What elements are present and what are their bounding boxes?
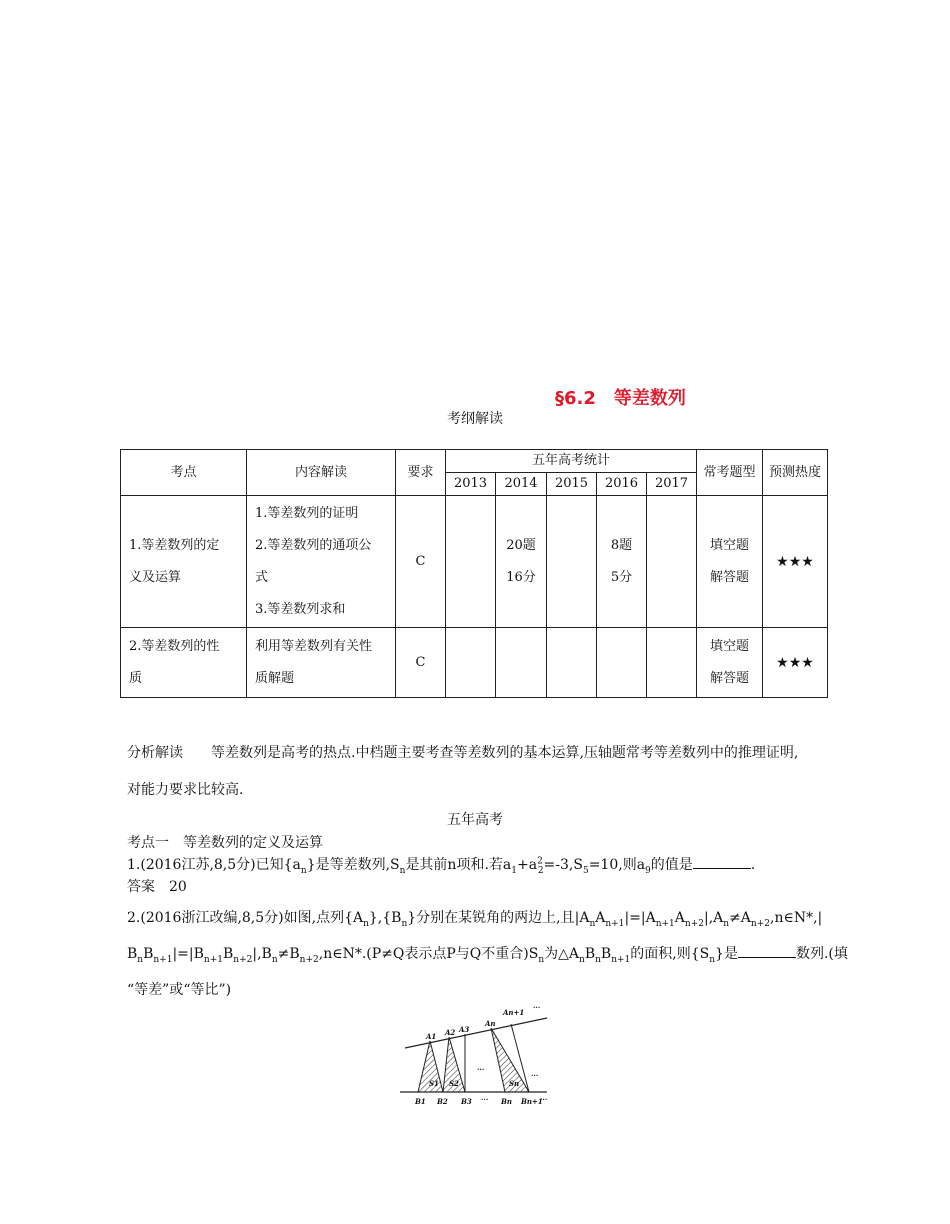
row1-point: 1.等差数列的定 义及运算 bbox=[121, 496, 247, 628]
header-types: 常考题型 bbox=[697, 450, 763, 496]
header-content: 内容解读 bbox=[247, 450, 396, 496]
row1-2017 bbox=[647, 496, 697, 628]
label-s2: S2 bbox=[449, 1079, 459, 1088]
row1-content: 1.等差数列的证明 2.等差数列的通项公 式 3.等差数列求和 bbox=[247, 496, 396, 628]
label-an1: An+1 bbox=[503, 1008, 525, 1017]
label-b1: B1 bbox=[415, 1097, 426, 1106]
row2-2013 bbox=[446, 628, 496, 698]
label-an: An bbox=[485, 1019, 496, 1028]
header-year-2017: 2017 bbox=[647, 473, 697, 496]
label-b-dots: ··· bbox=[481, 1095, 489, 1104]
header-year-2015: 2015 bbox=[547, 473, 597, 496]
analysis-text-1: 等差数列是高考的热点.中档题主要考查等差数列的基本运算,压轴题常考等差数列中的推理证明, bbox=[211, 745, 799, 761]
answer-blank-1 bbox=[693, 856, 751, 869]
header-year-2016: 2016 bbox=[597, 473, 647, 496]
label-s1: S1 bbox=[429, 1079, 439, 1088]
analysis-text-2: 对能力要求比较高. bbox=[127, 782, 244, 798]
section-title: §6.2 等差数列 bbox=[555, 388, 686, 409]
row2-2015 bbox=[547, 628, 597, 698]
row2-2016 bbox=[597, 628, 647, 698]
label-a1: A1 bbox=[426, 1032, 437, 1041]
header-point: 考点 bbox=[121, 450, 247, 496]
header-year-2014: 2014 bbox=[496, 473, 547, 496]
section-five-years: 五年高考 bbox=[447, 812, 503, 828]
label-sn: Sn bbox=[509, 1079, 520, 1088]
row1-2016: 8题 5分 bbox=[597, 496, 647, 628]
row2-2017 bbox=[647, 628, 697, 698]
label-right-dots: ··· bbox=[531, 1071, 539, 1080]
row1-2013 bbox=[446, 496, 496, 628]
question-1: 1.(2016江苏,8,5分)已知$\{a_n\}$是等差数列$,S_n$是其前n项和.若$a_1+a^2_2=-3,S_5=10$,则$a_9$的值是 . bbox=[127, 856, 756, 876]
outline-table bbox=[120, 449, 828, 698]
row1-heat-stars: ★★★ bbox=[763, 496, 828, 628]
geometry-figure bbox=[395, 1002, 555, 1114]
header-stats: 五年高考统计 bbox=[446, 450, 697, 473]
label-b-dots-end: ··· bbox=[540, 1095, 548, 1104]
row1-2014: 20题 16分 bbox=[496, 496, 547, 628]
row1-2015 bbox=[547, 496, 597, 628]
header-requirement: 要求 bbox=[396, 450, 446, 496]
label-middle-dots: ··· bbox=[477, 1065, 485, 1074]
label-b3: B3 bbox=[461, 1097, 472, 1106]
label-a-dots: ··· bbox=[533, 1003, 541, 1012]
label-bn: Bn bbox=[501, 1097, 513, 1106]
row1-types: 填空题 解答题 bbox=[697, 496, 763, 628]
answer-blank-2 bbox=[738, 945, 796, 958]
row2-2014 bbox=[496, 628, 547, 698]
row2-heat-stars: ★★★ bbox=[763, 628, 828, 698]
label-a3: A3 bbox=[459, 1025, 470, 1034]
question-2-line-1: 2.(2016浙江改编,8,5分)如图,点列$\{A_n\},\{B_n\}$分别在某锐角的两边上,且$|A_nA_{n+1}|=|A_{n+1}A_{n+2}|,A_n\ne A_{n+2},n\in N*,|$ bbox=[127, 910, 823, 929]
answer-1: 答案 20 bbox=[127, 879, 187, 895]
label-b2: B2 bbox=[437, 1097, 448, 1106]
label-bn1: Bn+1 bbox=[521, 1097, 543, 1106]
question-2-line-2: $B_nB_{n+1}|=|B_{n+1}B_{n+2}|,B_n\ne B_{n+2},n\in N*.(P\ne Q$表示点P与Q不重合)$S_n$为$\triangle A_nB_nB_{n+1}$的面积,则$\{S_n\}$是 数列.(填 bbox=[127, 946, 848, 965]
kaodian-heading: 考点一 等差数列的定义及运算 bbox=[127, 835, 323, 851]
analysis-label: 分析解读 bbox=[127, 745, 183, 761]
label-a2: A2 bbox=[445, 1028, 456, 1037]
header-year-2013: 2013 bbox=[446, 473, 496, 496]
row2-types: 填空题 解答题 bbox=[697, 628, 763, 698]
analysis-paragraph bbox=[127, 739, 837, 804]
header-heat: 预测热度 bbox=[763, 450, 828, 496]
row2-point: 2.等差数列的性 质 bbox=[121, 628, 247, 698]
question-2-line-3: “等差”或“等比”) bbox=[127, 982, 232, 998]
row2-requirement: C bbox=[396, 628, 446, 698]
row1-requirement: C bbox=[396, 496, 446, 628]
outline-subtitle: 考纲解读 bbox=[447, 411, 503, 427]
row2-content: 利用等差数列有关性 质解题 bbox=[247, 628, 396, 698]
